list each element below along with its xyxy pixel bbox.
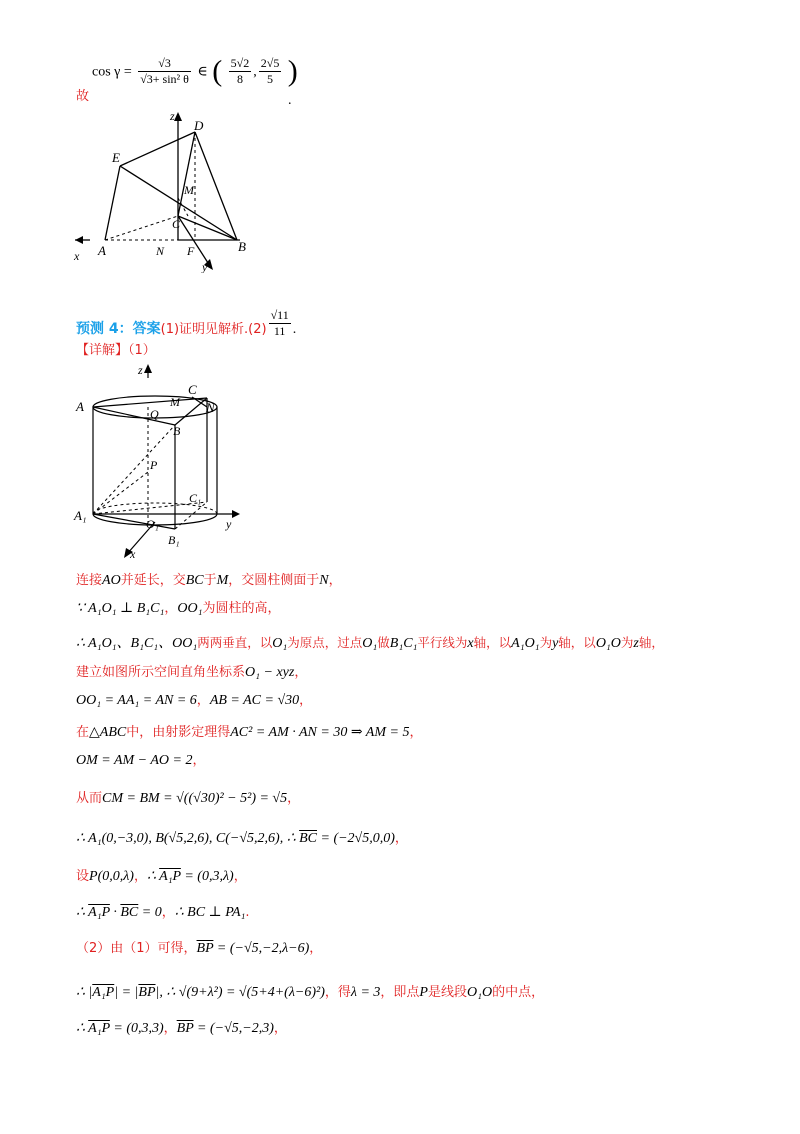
solution-line-12: （2）由（1）可得，$\overline{BP} = (-√5,-2,\lambda-6)$， (76, 941, 323, 956)
gu-line: 故 (76, 89, 90, 104)
solution-line-5: OO₁ = AA₁ = AN = 6，AB = AC = √30， (76, 693, 313, 708)
comma: , (253, 64, 257, 80)
solution-line-11: ∴ $A_1P \cdot \overline{BC} = 0$，∴ BC ⊥ PA₁. (76, 905, 250, 920)
label-y: y (202, 260, 208, 273)
solution-line-6: 在△ABC中，由射影定理得AC² = AM · AN = 30 ⇒ AM = 5， (76, 725, 423, 740)
prediction-fraction: $\frac{√11}{11}$ (270, 308, 289, 338)
cos-denominator: √3+ sin² θ (140, 72, 189, 86)
prediction-title: 预测 4：答案 (76, 321, 161, 337)
label-C1: C₁ (189, 491, 202, 505)
solution-line-7: OM = AM − AO = 2， (76, 753, 206, 768)
interval-b: $\frac{2√5}{5}$ (260, 56, 280, 86)
label-F: F (187, 244, 195, 258)
label-N: N (156, 244, 165, 258)
label-B1: B₁ (168, 533, 180, 547)
solution-line-3: ∴ A₁O₁、B₁C₁、OO₁两两垂直，以O₁为原点，过点O₁做B₁C₁平行线为x轴，以A₁O₁为y轴，以O₁O为z轴， (76, 635, 664, 651)
label-x: x (74, 249, 80, 263)
label-Q2: Q (150, 407, 159, 421)
solution-line-1: 连接AO并延长，交BC于M，交圆柱侧面于N， (76, 573, 342, 588)
cos-numerator: √3 (138, 56, 191, 72)
solution-line-9: ∴ A₁(0,−3,0), B(√5,2,6), C(−√5,2,6), ∴ $\overline{BC} = (-2√5,0,0)$， (76, 831, 408, 846)
interval-a: $\frac{5√2}{8}$ (230, 56, 250, 86)
cos-lhs: cos γ = (92, 64, 132, 80)
label-P2: P (150, 458, 158, 472)
gu-period: . (288, 93, 292, 108)
detail-heading: 【详解】（1） (76, 343, 156, 358)
label-A: A (98, 243, 106, 258)
solution-line-8: 从而CM = BM = √((√30)² − 5²) = √5， (76, 791, 301, 806)
label-y2: y (226, 517, 232, 531)
label-B2: B (173, 424, 181, 438)
solution-line-13: ∴ $|A_1P| = |\overline{BP}|$, ∴ √(9+λ²) = √(5+4+(λ−6)²)，得λ = 3，即点P是线段O₁O的中点， (76, 985, 545, 1000)
label-A1: A₁ (74, 508, 87, 523)
label-x2: x (130, 547, 136, 561)
close-paren: ) (287, 54, 298, 88)
solution-line-14: ∴ A₁P = (0,3,3)，$\overline{BP} = (-√5,-2,3)$， (76, 1021, 287, 1036)
label-N2: N (206, 400, 215, 415)
label-M2: M (170, 395, 180, 409)
solution-line-2: ∵ A₁O₁ ⊥ B₁C₁，OO₁为圆柱的高， (76, 601, 281, 616)
label-B: B (238, 239, 246, 254)
in-symbol: ∈ (197, 64, 208, 80)
label-z2: z (138, 363, 143, 377)
label-D: D (194, 118, 204, 133)
label-z: z (170, 109, 175, 123)
cos-fraction (138, 56, 191, 87)
figure-cylinder (72, 362, 242, 562)
cos-gamma-formula (92, 56, 298, 87)
prediction-text: (1)证明见解析.(2) (160, 322, 267, 337)
label-O1: O₁ (146, 517, 159, 531)
label-E: E (112, 150, 120, 165)
solution-line-10: 设P(0,0,λ)，∴ A₁P = (0,3,λ)， (76, 869, 247, 884)
label-A2: A (76, 399, 84, 414)
label-C2: C (188, 382, 197, 397)
figure-pyramid (70, 108, 270, 273)
prediction-4: 预测 4：答案(1)证明见解析.(2) $\frac{√11}{11}$ . (76, 308, 297, 338)
open-paren: ( (212, 54, 223, 88)
label-M: M (184, 183, 194, 197)
solution-line-4: 建立如图所示空间直角坐标系O₁ − xyz， (76, 665, 308, 680)
label-C: C (172, 217, 181, 231)
